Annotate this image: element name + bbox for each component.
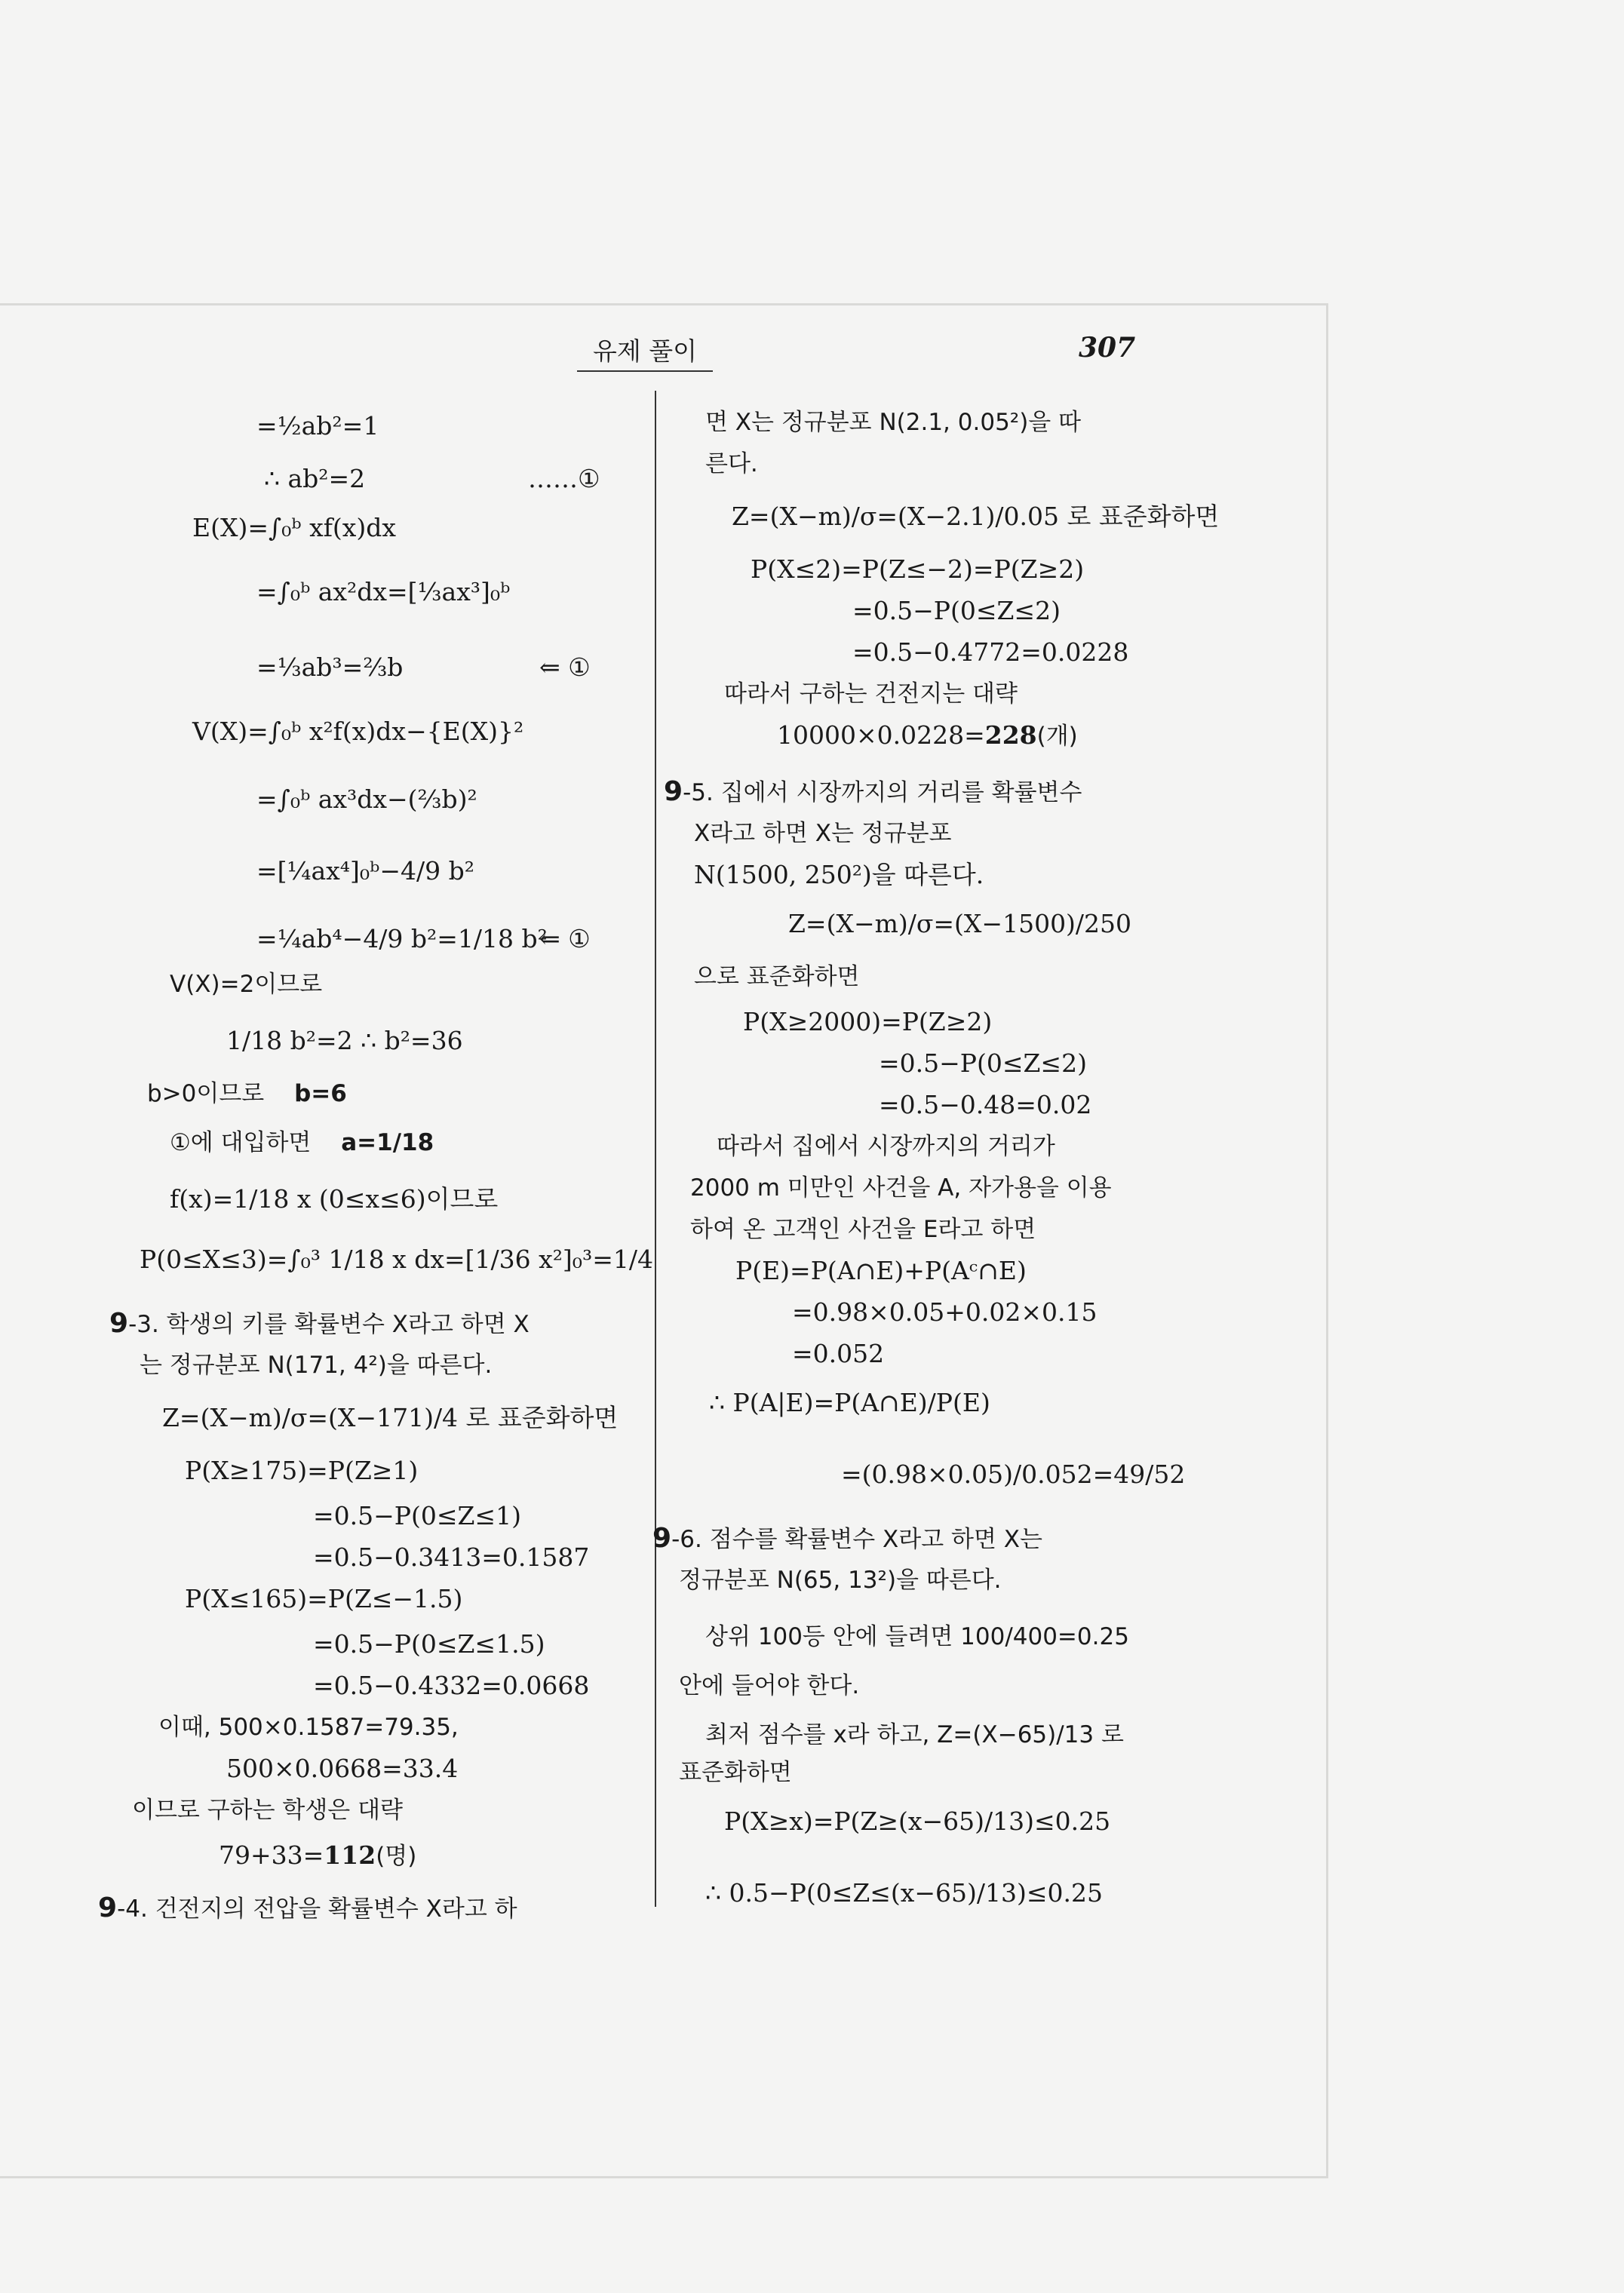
problem-9-3-line-6: =0.5−0.3413=0.1587 <box>313 1542 590 1572</box>
problem-9-4-line-6: =0.5−P(0≤Z≤2) <box>852 596 1061 625</box>
left-line-13-result: a=1/18 <box>341 1129 434 1156</box>
problem-9-3-line-10: 이때, 500×0.1587=79.35, <box>158 1714 459 1741</box>
problem-9-3-line-4: P(X≥175)=P(Z≥1) <box>185 1456 419 1485</box>
left-line-11: 1/18 b²=2 ∴ b²=36 <box>226 1026 463 1055</box>
bottom-scan-edge <box>0 2176 1328 2178</box>
left-line-01: =½ab²=1 <box>256 411 379 440</box>
left-line-10: V(X)=2이므로 <box>170 971 323 998</box>
problem-9-5-line-8: =0.5−0.48=0.02 <box>879 1090 1092 1119</box>
problem-9-5-line-11: 하여 온 고객인 사건을 E라고 하면 <box>690 1216 1036 1243</box>
problem-9-5-line-1 <box>664 777 1082 808</box>
left-line-13-text: ①에 대입하면 <box>170 1129 312 1156</box>
problem-9-5-line-15: ∴ P(A|E)=P(A∩E)/P(E) <box>709 1388 990 1417</box>
problem-9-5-line-13: =0.98×0.05+0.02×0.15 <box>792 1297 1098 1327</box>
page-number: 307 <box>1079 332 1136 364</box>
problem-9-3-line-7: P(X≤165)=P(Z≤−1.5) <box>185 1584 463 1613</box>
left-line-03: E(X)=∫₀ᵇ xf(x)dx <box>192 513 397 542</box>
problem-9-5-line-3: N(1500, 250²)을 따른다. <box>694 860 984 889</box>
column-divider <box>655 391 656 1907</box>
problem-9-3-answer: 112 <box>324 1840 376 1870</box>
problem-9-5-line-5: 으로 표준화하면 <box>694 963 860 990</box>
problem-9-5-line-2: X라고 하면 X는 정규분포 <box>694 820 952 847</box>
problem-9-6-line-4: 안에 들어야 한다. <box>679 1672 860 1699</box>
left-line-12-result: b=6 <box>294 1080 347 1107</box>
left-line-13 <box>170 1128 434 1158</box>
problem-9-6-suffix: -6. <box>671 1526 702 1553</box>
problem-9-6-line-5: 최저 점수를 x라 하고, Z=(X−65)/13 로 <box>705 1721 1124 1748</box>
problem-9-5-line-16: =(0.98×0.05)/0.052=49/52 <box>841 1460 1186 1489</box>
problem-9-3-line-8: =0.5−P(0≤Z≤1.5) <box>313 1629 545 1659</box>
left-line-07: =∫₀ᵇ ax³dx−(⅔b)² <box>256 784 477 814</box>
problem-9-5-line-6: P(X≥2000)=P(Z≥2) <box>743 1007 993 1036</box>
left-line-02: ∴ ab²=2 <box>264 464 366 493</box>
problem-9-6-line-2: 정규분포 N(65, 13²)을 따른다. <box>679 1567 1002 1594</box>
problem-9-4-line-7: =0.5−0.4772=0.0228 <box>852 637 1129 667</box>
left-line-08: =[¼ax⁴]₀ᵇ−4/9 b² <box>256 856 474 886</box>
left-line-09: =¼ab⁴−4/9 b²=1/18 b² <box>256 924 548 953</box>
problem-9-6-line-8: ∴ 0.5−P(0≤Z≤(x−65)/13)≤0.25 <box>705 1878 1104 1908</box>
problem-9-6-line-1 <box>652 1524 1042 1555</box>
left-line-02-ref: ……① <box>528 464 600 493</box>
problem-9-6-line-7: P(X≥x)=P(Z≥(x−65)/13)≤0.25 <box>724 1806 1111 1836</box>
problem-9-6-number: 9 <box>652 1523 672 1554</box>
problem-9-4-text-1: 건전지의 전압을 확률변수 X라고 하 <box>155 1895 517 1923</box>
problem-9-3-line-3: Z=(X−m)/σ=(X−171)/4 로 표준화하면 <box>162 1403 619 1432</box>
left-line-05-ref: ⇐ ① <box>539 652 591 682</box>
problem-9-4-line-5: P(X≤2)=P(Z≤−2)=P(Z≥2) <box>751 554 1085 584</box>
problem-9-3-line-1 <box>109 1309 530 1340</box>
right-scan-edge <box>1326 303 1328 2178</box>
problem-9-6-line-3: 상위 100등 안에 들려면 100/400=0.25 <box>705 1623 1129 1650</box>
problem-9-4-line-3: 른다. <box>705 450 758 477</box>
top-scan-edge <box>0 303 1328 305</box>
problem-9-3-line-11: 500×0.0668=33.4 <box>226 1754 459 1783</box>
left-line-04: =∫₀ᵇ ax²dx=[⅓ax³]₀ᵇ <box>256 577 511 606</box>
problem-9-3-line-2: 는 정규분포 N(171, 4²)을 따른다. <box>140 1352 493 1379</box>
problem-9-4-line-8: 따라서 구하는 건전지는 대략 <box>724 680 1018 708</box>
left-line-05: =⅓ab³=⅔b <box>256 652 404 682</box>
problem-9-5-suffix: -5. <box>683 779 714 806</box>
problem-9-4-line-2: 면 X는 정규분포 N(2.1, 0.05²)을 따 <box>705 409 1082 436</box>
problem-9-5-line-12: P(E)=P(A∩E)+P(Aᶜ∩E) <box>735 1256 1027 1285</box>
problem-9-3-number: 9 <box>109 1308 129 1339</box>
problem-9-3-text-1: 학생의 키를 확률변수 X라고 하면 X <box>166 1311 530 1338</box>
problem-9-5-number: 9 <box>664 776 683 807</box>
problem-9-6-line-6: 표준화하면 <box>679 1759 792 1786</box>
problem-9-4-line-9 <box>777 720 1078 751</box>
problem-9-6-text-1: 점수를 확률변수 X라고 하면 X는 <box>709 1526 1042 1553</box>
problem-9-3-unit: (명) <box>376 1843 417 1870</box>
problem-9-5-line-10: 2000 m 미만인 사건을 A, 자가용을 이용 <box>690 1174 1112 1202</box>
problem-9-3-line-9: =0.5−0.4332=0.0668 <box>313 1671 590 1700</box>
problem-9-4-product: 10000×0.0228= <box>777 720 985 750</box>
left-line-09-ref: ⇐ ① <box>539 924 591 953</box>
section-title: 유제 풀이 <box>577 332 713 372</box>
problem-9-4-number: 9 <box>98 1892 118 1923</box>
problem-9-4-line-4: Z=(X−m)/σ=(X−2.1)/0.05 로 표준화하면 <box>732 502 1220 531</box>
problem-9-4-line-1 <box>98 1893 517 1924</box>
problem-9-3-sum: 79+33= <box>219 1840 324 1870</box>
problem-9-5-text-1: 집에서 시장까지의 거리를 확률변수 <box>720 779 1082 806</box>
problem-9-5-line-4: Z=(X−m)/σ=(X−1500)/250 <box>788 909 1132 938</box>
problem-9-3-line-13 <box>219 1840 416 1871</box>
left-line-15: P(0≤X≤3)=∫₀³ 1/18 x dx=[1/36 x²]₀³=1/4 <box>140 1245 654 1274</box>
problem-9-4-suffix: -4. <box>117 1895 148 1923</box>
left-line-06: V(X)=∫₀ᵇ x²f(x)dx−{E(X)}² <box>192 717 524 746</box>
problem-9-4-unit: (개) <box>1036 723 1078 750</box>
problem-9-3-line-12: 이므로 구하는 학생은 대략 <box>132 1797 403 1824</box>
left-line-12-text: b>0이므로 <box>147 1080 265 1107</box>
problem-9-5-line-7: =0.5−P(0≤Z≤2) <box>879 1048 1087 1078</box>
problem-9-3-suffix: -3. <box>128 1311 159 1338</box>
problem-9-5-line-9: 따라서 집에서 시장까지의 거리가 <box>717 1133 1055 1160</box>
left-line-14: f(x)=1/18 x (0≤x≤6)이므로 <box>170 1184 499 1214</box>
problem-9-4-answer: 228 <box>984 720 1037 750</box>
problem-9-3-line-5: =0.5−P(0≤Z≤1) <box>313 1501 521 1530</box>
problem-9-5-line-14: =0.052 <box>792 1339 885 1368</box>
left-line-12 <box>147 1079 347 1109</box>
